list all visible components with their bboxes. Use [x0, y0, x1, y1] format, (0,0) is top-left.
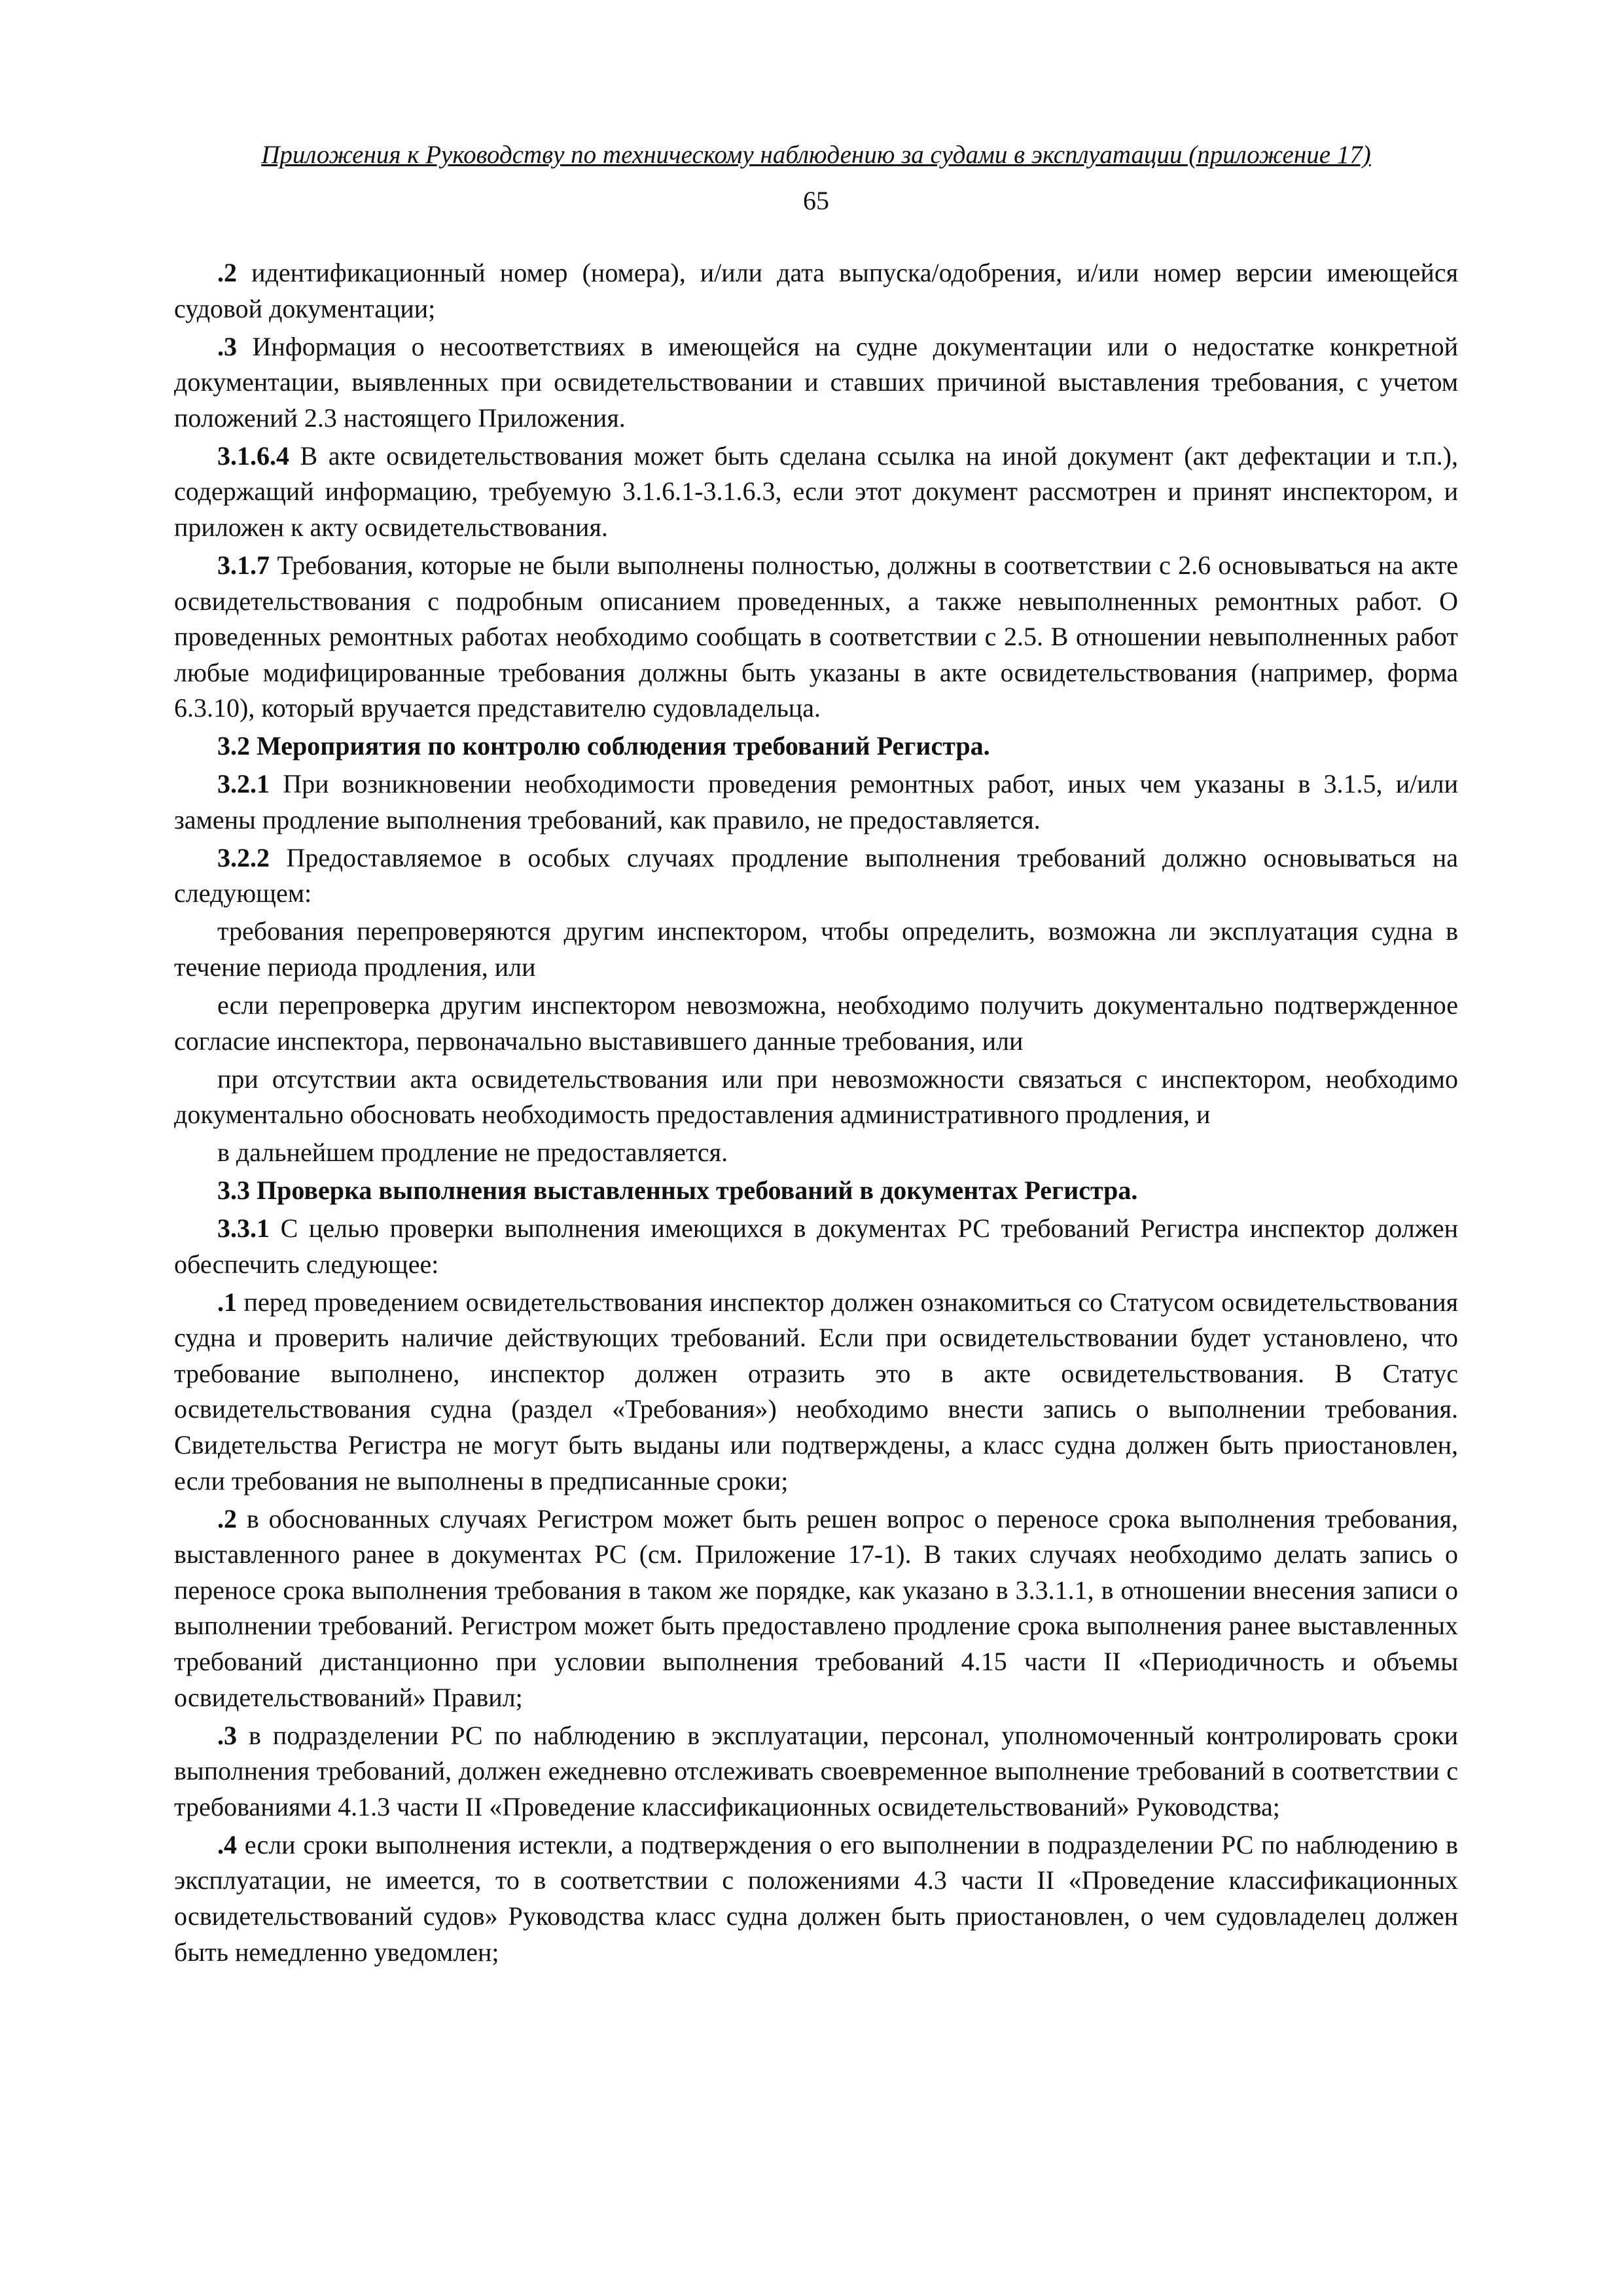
- paragraph: [174, 255, 1458, 327]
- paragraph: [174, 840, 1458, 912]
- paragraph-text: В акте освидетельствования может быть сделана ссылка на иной документ (акт дефектации и т.п.), содержащий информацию, требуемую 3.1.6.1-3.1.6.3, если этот документ рассмотрен и принят инспектором, и приложен к акту освидетельствования.: [174, 440, 1458, 542]
- paragraph: [174, 1827, 1458, 1970]
- document-body: [174, 255, 1458, 1973]
- paragraph: [174, 329, 1458, 437]
- paragraph-number: .4: [217, 1829, 237, 1859]
- paragraph-text: Информация о несоответствиях в имеющейся на судне документации или о недостатке конкретной документации, выявленных при освидетельствовании и ставших причиной выставления требования, с учетом положений 2.3 настоящего Приложения.: [174, 331, 1458, 433]
- paragraph-number: .2: [217, 258, 237, 287]
- paragraph: [174, 914, 1458, 985]
- section-heading-text: 3.3 Проверка выполнения выставленных требований в документах Регистра.: [217, 1175, 1138, 1206]
- paragraph-text: если перепроверка другим инспектором невозможна, необходимо получить документально подтвержденное согласие инспектора, первоначально выставившего данные требования, или: [174, 990, 1458, 1056]
- section-heading: [174, 728, 1458, 764]
- paragraph: [174, 548, 1458, 726]
- paragraph-number: 3.1.7: [217, 550, 270, 580]
- page-number: 65: [803, 186, 829, 215]
- running-header: Приложения к Руководству по техническому наблюдению за судами в эксплуатации (приложение 17): [261, 141, 1371, 169]
- paragraph-text: в обоснованных случаях Регистром может быть решен вопрос о переносе срока выполнения требования, выставленного ранее в документах РС (см. Приложение 17-1). В таких случаях необходимо делать запись о переносе срока выполнения требования в таком же порядке, как указано в 3.3.1.1, в отношении внесения записи о выполнении требований. Регистром может быть предоставлено продление срока выполнения ранее выставленных требований дистанционно при условии выполнения требований 4.15 части II «Периодичность и объемы освидетельствований» Правил;: [174, 1503, 1458, 1712]
- paragraph-text: если сроки выполнения истекли, а подтверждения о его выполнении в подразделении РС по наблюдению в эксплуатации, не имеется, то в соответствии с положениями 4.3 части II «Проведение классификационных освидетельствований судов» Руководства класс судна должен быть приостановлен, о чем судовладелец должен быть немедленно уведомлен;: [174, 1829, 1458, 1967]
- paragraph: [174, 1211, 1458, 1282]
- paragraph-text: При возникновении необходимости проведения ремонтных работ, иных чем указаны в 3.1.5, и/или замены продление выполнения требований, как правило, не предоставляется.: [174, 769, 1458, 834]
- paragraph-number: .2: [217, 1503, 237, 1534]
- paragraph-text: С целью проверки выполнения имеющихся в документах РС требований Регистра инспектор должен обеспечить следующее:: [174, 1213, 1458, 1279]
- paragraph-text: в дальнейшем продление не предоставляется.: [217, 1138, 728, 1168]
- paragraph-text: при отсутствии акта освидетельствования или при невозможности связаться с инспектором, необходимо документально обосновать необходимость предоставления административного продления, и: [174, 1064, 1458, 1130]
- section-heading-text: 3.2 Мероприятия по контролю соблюдения требований Регистра.: [217, 731, 990, 761]
- paragraph: [174, 1135, 1458, 1171]
- paragraph-text: в подразделении РС по наблюдению в эксплуатации, персонал, уполномоченный контролировать сроки выполнения требований, должен ежедневно отслеживать своевременное выполнение требований в соответствии с требованиями 4.1.3 части II «Проведение классификационных освидетельствований» Руководства;: [174, 1720, 1458, 1821]
- paragraph-text: Требования, которые не были выполнены полностью, должны в соответствии с 2.6 основываться на акте освидетельствования с подробным описанием проведенных, а также невыполненных ремонтных работ. О проведенных ремонтных работах необходимо сообщать в соответствии с 2.5. В отношении невыполненных работ любые модифицированные требования должны быть указаны в акте освидетельствования (например, форма 6.3.10), который вручается представителю судовладельца.: [174, 550, 1458, 723]
- paragraph: [174, 988, 1458, 1059]
- paragraph-text: идентификационный номер (номера), и/или дата выпуска/одобрения, и/или номер версии имеющейся судовой документации;: [174, 258, 1458, 323]
- paragraph: [174, 439, 1458, 546]
- paragraph: [174, 1285, 1458, 1499]
- paragraph-number: .1: [217, 1287, 237, 1317]
- paragraph-text: Предоставляемое в особых случаях продление выполнения требований должно основываться на следующем:: [174, 842, 1458, 908]
- paragraph-number: 3.1.6.4: [217, 440, 289, 471]
- section-heading: [174, 1173, 1458, 1209]
- paragraph: [174, 766, 1458, 838]
- paragraph: [174, 1062, 1458, 1133]
- paragraph: [174, 1718, 1458, 1825]
- paragraph-number: 3.3.1: [217, 1213, 270, 1244]
- paragraph-number: 3.2.1: [217, 769, 270, 799]
- paragraph-text: перед проведением освидетельствования инспектор должен ознакомиться со Статусом освидетельствования судна и проверить наличие действующих требований. Если при освидетельствовании будет установлено, что требование выполнено, инспектор должен отразить это в акте освидетельствования. В Статус освидетельствования судна (раздел «Требования») необходимо внести запись о выполнении требования. Свидетельства Регистра не могут быть выданы или подтверждены, а класс судна должен быть приостановлен, если требования не выполнены в предписанные сроки;: [174, 1287, 1458, 1496]
- paragraph-number: .3: [217, 331, 237, 361]
- paragraph: [174, 1501, 1458, 1716]
- paragraph-text: требования перепроверяются другим инспектором, чтобы определить, возможна ли эксплуатация судна в течение периода продления, или: [174, 916, 1458, 982]
- paragraph-number: .3: [217, 1720, 237, 1750]
- paragraph-number: 3.2.2: [217, 842, 270, 872]
